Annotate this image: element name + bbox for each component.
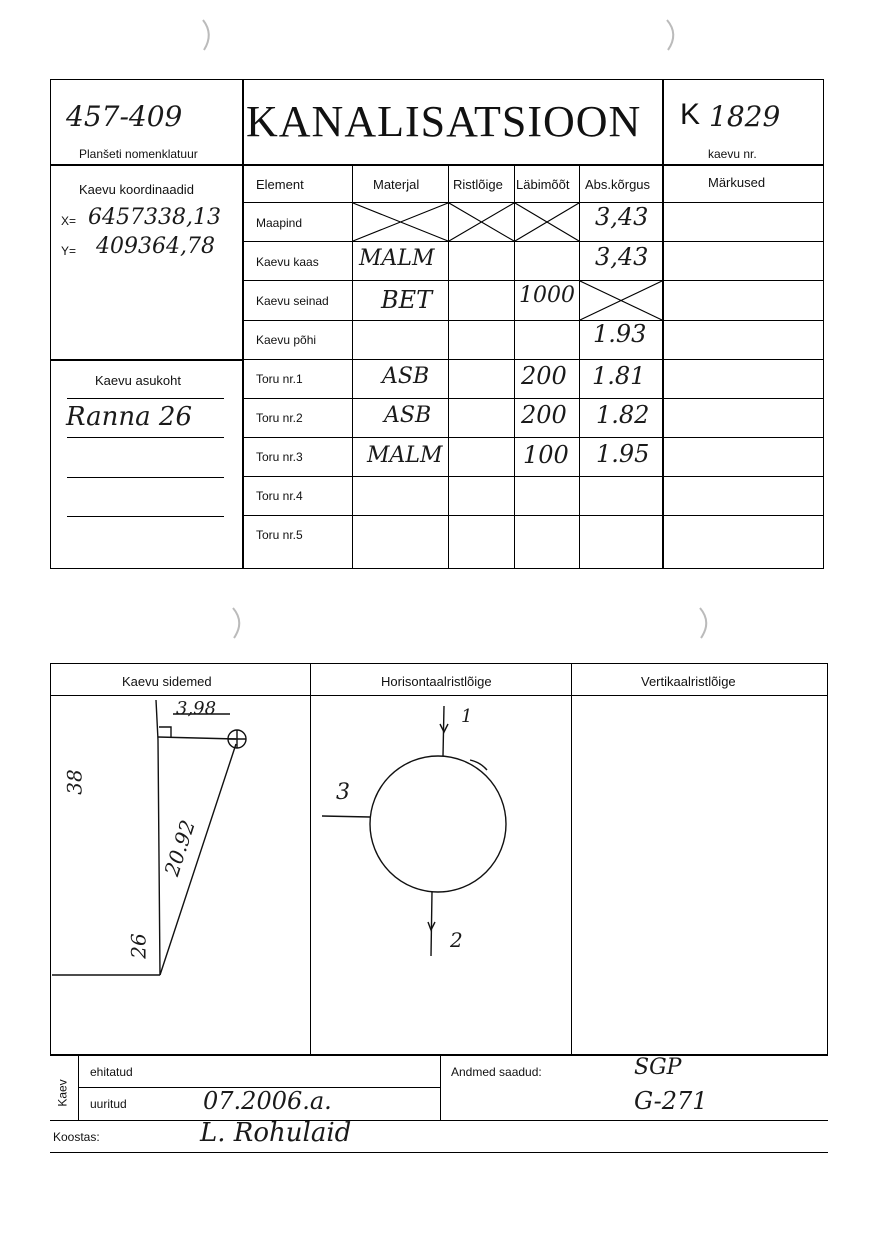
tie-left: 38	[62, 769, 87, 795]
pipe-label-1: 1	[461, 706, 473, 727]
row-element: Toru nr.1	[256, 372, 303, 386]
well-prefix: K	[680, 98, 701, 131]
side-label: Kaev	[55, 1079, 70, 1107]
row-height: 1.93	[593, 320, 647, 348]
data-value-2: G-271	[634, 1087, 708, 1115]
author-value: L. Rohulaid	[200, 1118, 352, 1148]
th-material: Materjal	[373, 177, 420, 192]
location-value: Ranna 26	[66, 402, 193, 432]
th-cross: Ristlõige	[453, 177, 503, 192]
data-label: Andmed saadud:	[451, 1065, 542, 1079]
location-heading: Kaevu asukoht	[95, 373, 182, 388]
row-element: Maapind	[256, 216, 303, 230]
tie-bottom: 26	[126, 933, 151, 959]
section-vertical: Vertikaalristlõige	[641, 674, 736, 689]
row-height: 3,43	[595, 243, 649, 271]
tie-diagonal: 20.92	[159, 817, 200, 879]
row-material: MALM	[359, 246, 435, 271]
studied-value: 07.2006.a.	[203, 1087, 332, 1115]
x-label: X=	[61, 214, 77, 228]
row-height: 1.81	[592, 362, 646, 390]
studied-label: uuritud	[90, 1097, 127, 1111]
row-height: 1.95	[596, 440, 650, 468]
row-element: Kaevu seinad	[256, 294, 329, 308]
row-diameter: 200	[521, 362, 567, 390]
well-label: kaevu nr.	[708, 147, 757, 161]
th-height: Abs.kõrgus	[585, 177, 651, 192]
y-label: Y=	[61, 244, 77, 258]
row-element: Toru nr.3	[256, 450, 303, 464]
author-label: Koostas:	[53, 1130, 100, 1144]
row-diameter: 200	[521, 401, 567, 429]
row-element: Kaevu põhi	[256, 333, 317, 347]
row-diameter: 100	[523, 441, 569, 469]
row-height: 3,43	[595, 203, 649, 231]
data-value-1: SGP	[634, 1055, 682, 1080]
row-material: ASB	[382, 364, 430, 389]
sheet-number: 457-409	[66, 100, 183, 133]
row-material: BET	[381, 286, 433, 314]
row-element: Kaevu kaas	[256, 255, 319, 269]
row-element: Toru nr.5	[256, 528, 303, 542]
row-height: 1.82	[596, 401, 650, 429]
pipe-label-3: 3	[336, 780, 350, 805]
row-material: MALM	[367, 443, 443, 468]
section-horizontal: Horisontaalristlõige	[381, 674, 492, 689]
pipe-label-2: 2	[450, 928, 463, 952]
row-element: Toru nr.2	[256, 411, 303, 425]
th-notes: Märkused	[708, 175, 766, 190]
th-element: Element	[256, 177, 304, 192]
row-element: Toru nr.4	[256, 489, 303, 503]
sheet-label: Planšeti nomenklatuur	[79, 147, 198, 161]
page-title: KANALISATSIOON	[246, 97, 642, 146]
th-diameter: Läbimõõt	[516, 177, 570, 192]
row-diameter: 1000	[519, 283, 575, 308]
built-label: ehitatud	[90, 1065, 133, 1079]
x-value: 6457338,13	[88, 205, 221, 230]
y-value: 409364,78	[96, 234, 215, 259]
row-material: ASB	[384, 403, 432, 428]
coords-heading: Kaevu koordinaadid	[79, 182, 194, 197]
well-number: 1829	[709, 100, 781, 133]
section-ties: Kaevu sidemed	[122, 674, 212, 689]
tie-top: 3,98	[176, 698, 217, 719]
